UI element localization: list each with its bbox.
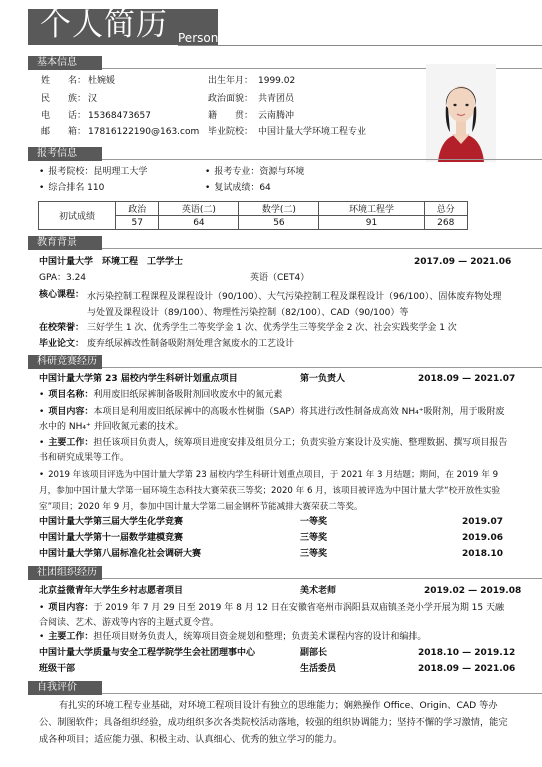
section-rule xyxy=(102,159,542,160)
score-cell: 64 xyxy=(159,216,239,230)
project-period: 2018.09 — 2021.07 xyxy=(418,374,516,384)
header-cell: 数学(二) xyxy=(239,202,319,216)
project-result: • 2019 年该项目评选为中国计量大学第 23 届校内学生科研计划重点项目，于 2021 年 3 月结题；期间，在 2019 年 9 月，参加中国计量大学第一届环境生态科技大赛荣获三等奖；2020 年 6 月，该项目被评选为中国计量大学“校开放性实验室”项目；2020 年 9 月，参加中国计量大学第二届金钢杯节能减排大赛荣获二等奖。 xyxy=(39,467,511,515)
ethnic-value: 汉 xyxy=(88,94,98,104)
score-cell: 56 xyxy=(239,216,319,230)
award-date: 2019.07 xyxy=(462,517,503,527)
project-title: 中国计量大学第 23 届校内学生科研计划重点项目 xyxy=(39,374,238,384)
overall-rank: • 综合排名 110 xyxy=(39,182,104,194)
phone-value: 15368473657 xyxy=(88,111,151,121)
project-work xyxy=(39,436,511,466)
section-rule xyxy=(102,248,542,249)
section-title: 科研竞赛经历 xyxy=(28,355,102,369)
edu-period: 2017.09 — 2021.06 xyxy=(414,257,512,267)
score-cell: 91 xyxy=(319,216,424,230)
header-cell: 政治 xyxy=(116,202,159,216)
org-item-name: 中国计量大学质量与安全工程学院学生会社团理事中心 xyxy=(39,648,256,658)
ethnic-label: 民 族： xyxy=(41,94,87,104)
award-name: 中国计量大学第八届标准化社会调研大赛 xyxy=(39,549,202,559)
project-work-label: 主要工作： xyxy=(48,438,94,448)
courses-label: 核心课程： xyxy=(39,290,85,300)
section-rule xyxy=(102,578,542,579)
english-level: 英语（CET4） xyxy=(250,273,310,283)
birth-label: 出生年月： xyxy=(208,76,254,86)
project-name-value: 利用废旧纸尿裤制备吸附剂回收废水中的氮元素 xyxy=(93,390,283,400)
org-item-period: 2018.09 — 2021.06 xyxy=(418,664,516,674)
org-item-period: 2018.10 — 2019.12 xyxy=(418,648,516,658)
header-cell: 环境工程学 xyxy=(319,202,424,216)
phone-label: 电 话： xyxy=(41,111,87,121)
section-title: 自我评价 xyxy=(28,681,102,695)
award-name: 中国计量大学第三届大学生化学竞赛 xyxy=(39,517,184,527)
score-header-row xyxy=(39,202,468,216)
honors-value: 三好学生 1 次、优秀学生二等奖学金 1 次、优秀学生三等奖学金 2 次、社会实践奖学金 1 次 xyxy=(87,323,457,333)
section-education xyxy=(28,236,542,250)
resume-header xyxy=(0,0,542,50)
edu-school: 中国计量大学 环境工程 工学学士 xyxy=(39,257,184,267)
header-cell: 总分 xyxy=(424,202,467,216)
section-research xyxy=(28,355,542,369)
score-cell: 268 xyxy=(424,216,467,230)
header-rule xyxy=(178,45,542,46)
section-self xyxy=(28,681,542,695)
project-role: 第一负责人 xyxy=(300,374,346,384)
org-work xyxy=(39,631,426,643)
email-value: 17816122190@163.com xyxy=(88,127,200,137)
project-content-label: 项目内容： xyxy=(48,407,94,417)
origin-value: 云南腾冲 xyxy=(258,111,295,121)
name-value: 杜婉媛 xyxy=(88,76,116,86)
section-title: 教育背景 xyxy=(28,236,102,250)
honors-label: 在校荣誉： xyxy=(39,323,85,333)
gpa: GPA：3.24 xyxy=(39,273,87,283)
target-major: • 报考专业：资源与环境 xyxy=(205,166,304,178)
birth-value: 1999.02 xyxy=(258,76,296,86)
section-social xyxy=(28,566,542,580)
thesis-value: 废弃纸尿裤改性制备吸附剂处理含氮废水的工艺设计 xyxy=(87,339,295,349)
org-work-value: 担任项目财务负责人，统筹项目资金规划和整理；负责美术课程内容的设计和编排。 xyxy=(93,632,427,642)
thesis-label: 毕业论文： xyxy=(39,339,85,349)
project-content-value: 本项目是利用废旧纸尿裤中的高吸水性树脂（SAP）将其进行改性制备成高效 NH₄⁺吸附剂，用于吸附废水中的 NH₄⁺ 并回收氮元素的技术。 xyxy=(39,407,505,432)
score-cell: 57 xyxy=(116,216,159,230)
section-title: 报考信息 xyxy=(28,147,102,161)
org-name: 北京益微青年大学生乡村志愿者项目 xyxy=(39,586,184,596)
award-date: 2018.10 xyxy=(462,549,503,559)
name-label: 姓 名： xyxy=(41,76,87,86)
email-label: 邮 箱： xyxy=(41,127,87,137)
award-level: 一等奖 xyxy=(300,517,328,527)
project-name-label: 项目名称： xyxy=(48,390,94,400)
header-cell: 英语(二) xyxy=(159,202,239,216)
section-rule xyxy=(102,367,542,368)
target-school: • 报考院校：昆明理工大学 xyxy=(39,166,147,178)
award-name: 中国计量大学第十一届数学建模竞赛 xyxy=(39,533,184,543)
courses-value: 水污染控制工程课程及课程设计（90/100）、大气污染控制工程及课程设计（96/100）、固体废弃物处理与处置及课程设计（89/100）、物理性污染控制（82/100）、CAD（90/100）等 xyxy=(87,292,502,318)
politics-label: 政治面貌： xyxy=(208,94,254,104)
section-title: 社团组织经历 xyxy=(28,566,102,580)
org-item-name: 班级干部 xyxy=(39,664,76,674)
politics-value: 共青团员 xyxy=(258,94,295,104)
project-name xyxy=(39,389,282,401)
row-label: 初试成绩 xyxy=(39,202,116,230)
school-value: 中国计量大学环境工程专业 xyxy=(258,127,367,137)
section-rule xyxy=(102,693,542,694)
org-content xyxy=(39,601,511,631)
org-item-role: 生活委员 xyxy=(300,664,337,674)
award-level: 三等奖 xyxy=(300,549,328,559)
org-work-label: 主要工作： xyxy=(48,632,94,642)
title-en: Personal resume xyxy=(178,31,278,45)
award-date: 2019.06 xyxy=(462,533,503,543)
origin-label: 籍 贯： xyxy=(208,111,254,121)
project-work-value: 担任该项目负责人，统筹项目进度安排及组员分工；负责实验方案设计及实施、整理数据、撰写项目报告书和研究成果等工作。 xyxy=(39,438,508,463)
section-title: 基本信息 xyxy=(28,56,102,70)
award-level: 三等奖 xyxy=(300,533,328,543)
school-label: 毕业院校： xyxy=(208,127,254,137)
retest-score: • 复试成绩：64 xyxy=(205,182,271,194)
title-cn: 个人简历 xyxy=(40,7,168,43)
section-exam xyxy=(28,147,542,161)
org-role: 美术老师 xyxy=(300,586,337,596)
self-evaluation: 有扎实的环境工程专业基础，对环境工程项目设计有独立的思维能力；娴熟操作 Office、Origin、CAD 等办公、制图软件；具备组织经验，成功组织多次各类院校活动落地，较强的组织协调能力；坚持不懈的学习激情，能完成各种项目；适应能力强、积极主动、认真细心、优秀的独立学习的能力。 xyxy=(39,700,508,745)
org-period: 2019.02 — 2019.08 xyxy=(424,586,522,596)
org-content-value: 于 2019 年 7 月 29 日至 2019 年 8 月 12 日在安徽省亳州市涡阳县双庙镇圣尧小学开展为期 15 天融合阅读、艺术、游戏等内容的主题式夏令营。 xyxy=(39,603,504,628)
org-item-role: 副部长 xyxy=(300,648,328,658)
project-content xyxy=(39,405,511,435)
org-content-label: 项目内容： xyxy=(48,603,94,613)
score-table xyxy=(38,201,468,230)
